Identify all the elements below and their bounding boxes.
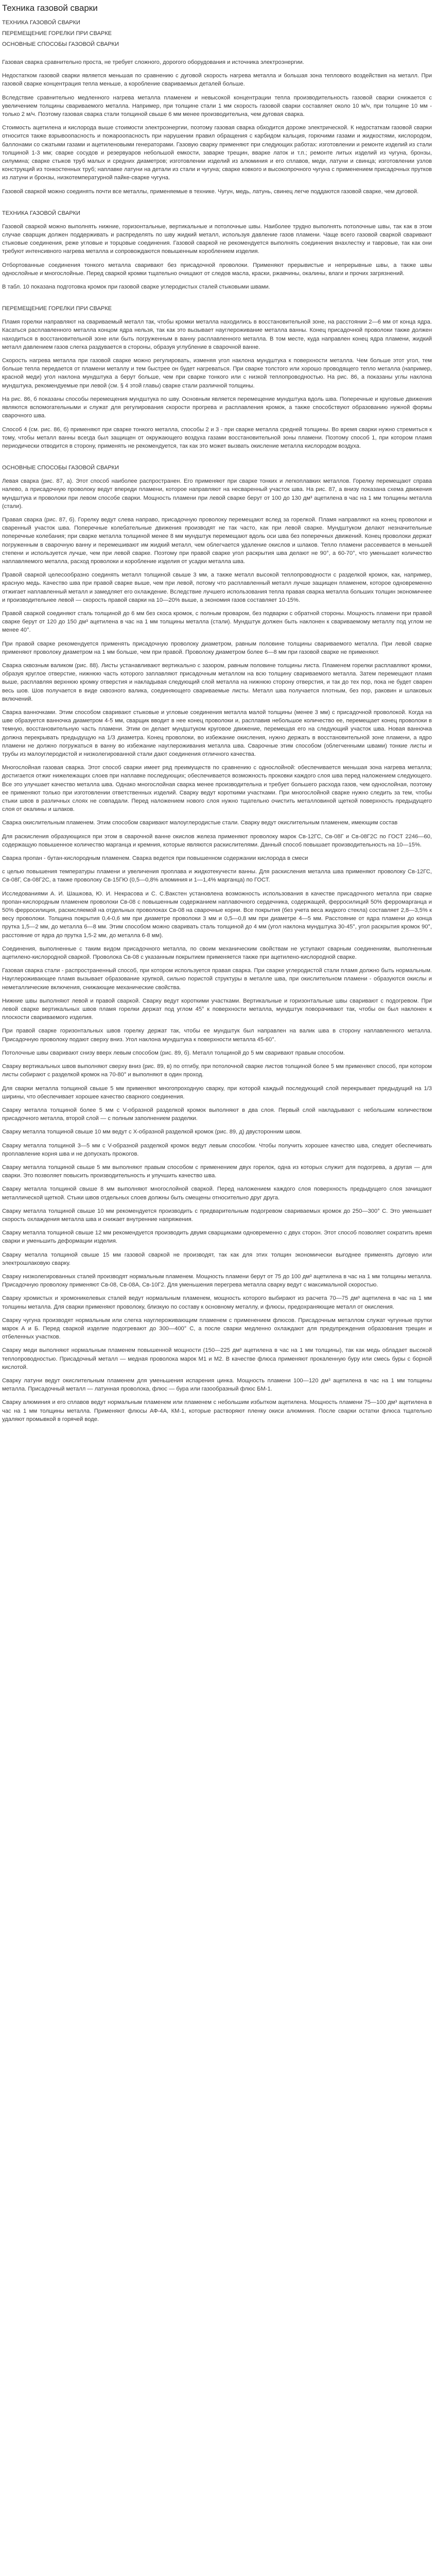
paragraph: Сварку металла толщиной свыше 10 мм ведут с Х-образной разделкой кромок (рис. 89, д) двусторонним швом. <box>2 1129 302 1136</box>
paragraph: Сварку хромистых и хромоникелевых сталей ведут нормальным пламенем, мощность которого выбирают из расчета 70—75 дм³ ацетилена в час на 1 мм толщины металла. Для сварки применяют проволоку, близкую по составу к основному металлу, и флюсы, предохраняющие металл от окисления. <box>2 1295 432 1310</box>
paragraph: Сварку низколегированных сталей производят нормальным пламенем. Мощность пламени берут от 75 до 100 дм³ ацетилена в час на 1 мм толщины металла. Присадочную проволоку применяют Св-08, Св-08А, Св-10Г2. Для уменьшения перегрева металла сварку ведут с максимальной скоростью. <box>2 1273 432 1289</box>
paragraph: Сварку чугуна производят нормальным или слегка науглероживающим пламенем с применением флюсов. Присадочным металлом служат чугунные прутки марок А и Б. Перед сваркой изделие подогревают до 300—400° С, а после сварки медленно охлаждают для предупреждения образования трещин и отбеленных участков. <box>2 1317 432 1341</box>
paragraph: Газовая сварка сравнительно проста, не требует сложного, дорогого оборудования и источника электроэнергии. <box>2 59 304 65</box>
article-section <box>2 58 432 196</box>
paragraph: Сварку меди выполняют нормальным пламенем повышенной мощности (150—225 дм³ ацетилена в час на 1 мм толщины), так как медь обладает высокой теплопроводностью. Присадочный металл — медная проволока марок М1 и М2. В качестве флюса применяют прокаленную буру или смесь буры с борной кислотой. <box>2 1347 432 1370</box>
paragraph: Сварку металла толщиной свыше 10 мм рекомендуется производить с предварительным подогревом свариваемых кромок до 250—300° С. Это уменьшает скорость охлаждения металла шва и снижает внутренние напряжения. <box>2 1208 432 1223</box>
paragraph: При правой сварке рекомендуется применять присадочную проволоку диаметром, равным половине толщины свариваемого металла. При левой сварке применяют проволоку диаметром на 1 мм больше, чем при правой. Проволоку диаметром более 6—8 мм при газовой сварке не применяют. <box>2 640 432 655</box>
toc-item <box>2 18 432 28</box>
paragraph: Стоимость ацетилена и кислорода выше стоимости электроэнергии, поэтому газовая сварка обходится дороже электрической. К недостаткам газовой сварки относится также взрывоопасность и пожароопасность при нарушении правил обращения с карбидом кальция, горючими газами и жидкостями, кислородом, баллонами со сжатыми газами и ацетиленовыми генераторами. Газовую сварку применяют при следующих работах: изготовлении и ремонте изделий из стали толщиной 1-3 мм; сварке сосудов и резервуаров небольшой емкости, заварке трещин, вварке латок и т.п.; ремонте литых изделий из чугуна, бронзы, силумина; сварке стыков труб малых и средних диаметров; изготовлении изделий из алюминия и его сплавов, меди, латуни и свинца; изготовлении узлов конструкций из тонкостенных труб; наплавке латуни на детали из стали и чугуна; сварке ковкого и высокопрочного чугуна с применением присадочных прутков из латуни и бронзы, низкотемпературной пайке-сварке чугуна. <box>2 125 432 181</box>
toc-link[interactable]: ОСНОВНЫЕ СПОСОБЫ ГАЗОВОЙ СВАРКИ <box>2 41 119 47</box>
paragraph: Газовой сваркой можно соединять почти все металлы, применяемые в технике. Чугун, медь, латунь, свинец легче поддаются газовой сварке, чем дуговой. <box>2 188 419 195</box>
article-section <box>2 304 432 450</box>
paragraph: В табл. 10 показана подготовка кромок при газовой сварке углеродистых сталей стыковыми швами. <box>2 284 270 291</box>
paragraph: Газовая сварка стали - распространенный способ, при котором используется правая сварка. При сварке углеродистой стали пламя должно быть нормальным. Науглероживающее пламя вызывает образование хрупкой, сильно пористой структуры в металле шва, при окислительном пламени - образуются окислы и неметаллические включения, снижающие механические свойства. <box>2 968 432 991</box>
paragraph: Вследствие сравнительно медленного нагрева металла пламенем и невысокой концентрации тепла производительность газовой сварки снижается с увеличением толщины свариваемого металла. Например, при толщине стали 1 мм скорость газовой сварки составляет около 10 м/ч, при толщине 10 мм - только 2 м/ч. Поэтому газовая сварка стали толщиной свыше 6 мм менее производительна, чем дуговая сварка. <box>2 94 432 118</box>
paragraph: Способ 4 (см. рис. 86, б) применяют при сварке тонкого металла, способы 2 и 3 - при сварке металла средней толщины. Во время сварки нужно стремиться к тому, чтобы металл ванны всегда был защищен от окружающего воздуха газами восстановительной зоны пламени. Поэтому способ 1, при котором пламя периодически отводится в сторону, применять не рекомендуется, так как это может вызвать окисление металла кислородом воздуха. <box>2 426 432 449</box>
paragraph: Отбортованные соединения тонкого металла сваривают без присадочной проволоки. Применяют прерывистые и непрерывные швы, а также швы однослойные и многослойные. Перед сваркой кромки тщательно очищают от следов масла, краски, ржавчины, окалины, влаги и прочих загрязнений. <box>2 262 432 277</box>
paragraph: Правой сваркой целесообразно соединять металл толщиной свыше 3 мм, а также металл высокой теплопроводности с разделкой кромок, как, например, красную медь. Качество шва при правой сварке выше, чем при левой, потому что расплавленный металл лучше защищен пламенем, которое одновременно отжигает наплавленный металл и замедляет его охлаждение. Вследствие лучшего использования тепла правая сварка металла больших толщин экономичнее и производительнее левой — скорость правой сварки на 10—20% выше, а экономия газов составляет 10-15%. <box>2 572 432 603</box>
paragraph: Нижние швы выполняют левой и правой сваркой. Сварку ведут короткими участками. Вертикальные и горизонтальные швы сваривают с подогревом. При левой сварке вертикальных швов пламя горелки держат под углом 45° к поверхности металла, мундштук поворачивают так, чтобы он был наклонен к плоскости свариваемого изделия. <box>2 997 432 1021</box>
paragraph: Сварка пропан - бутан-кислородным пламенем. Сварка ведется при повышенном содержании кислорода в смеси <box>2 855 308 862</box>
paragraph: При правой сварке горизонтальных швов горелку держат так, чтобы ее мундштук был направлен на валик шва в сторону наплавленного металла. Присадочную проволоку подают сверху вниз. Угол наклона мундштука к поверхности металла 45-60°. <box>2 1028 432 1043</box>
paragraph: Газовой сваркой можно выполнять нижние, горизонтальные, вертикальные и потолочные швы. Наиболее трудно выполнять потолочные швы, так как в этом случае сварщик должен поддерживать и распределять по шву жидкий металл, используя давление газов пламени. Чаще всего газовой сваркой сваривают стыковые соединения, реже угловые и торцовые соединения. Газовой сваркой не рекомендуется выполнять соединения внахлестку и тавровые, так как они требуют интенсивного нагрева металла и сопровождаются повышенным короблением изделия. <box>2 223 432 255</box>
article-section <box>2 209 432 291</box>
paragraph: Сварку вертикальных швов выполняют сверху вниз (рис. 89, в) по отгибу, при потолочной сварке листов толщиной более 5 мм применяют способ, при котором листы собирают с разделкой кромок на 70-80° и выполняют в один проход. <box>2 1063 432 1078</box>
toc-link[interactable]: ПЕРЕМЕЩЕНИЕ ГОРЕЛКИ ПРИ СВАРКЕ <box>2 30 112 37</box>
paragraph: На рис. 86, б показаны способы перемещения мундштука по шву. Основным является перемещение мундштука вдоль шва. Поперечные и круговые движения являются вспомогательными и служат для регулирования скорости прогрева и расплавления кромок, а также способствуют образованию нужной формы сварочного шва. <box>2 396 432 419</box>
article-section <box>2 464 432 1423</box>
paragraph: Сварку металла толщиной 3—5 мм с V-образной разделкой кромок ведут левым способом. Чтобы получить хорошее качество шва, следует обеспечивать проплавление корня шва и не допускать прожогов. <box>2 1142 432 1157</box>
page-title: Техника газовой сварки <box>2 3 98 13</box>
paragraph: Исследованиями А. И. Шашкова, Ю. И. Некрасова и С. С.Вакстен установлена возможность использования в качестве присадочного металла при сварке пропан-кислородным пламенем проволоки Св-08 с повышенным содержанием наплавочного сердечника, содержащей, ферросилиций 50% ферромарганца и 50% ферросилиция, раскисляемой на отдельных проволоках Св-08 на сварочные корни. Все покрытия (без учета веса жидкого стекла) составляет 2,8—3,5% к весу проволоки. Толщина покрытия 0,4-0,6 мм при диаметре проволоки 3 мм и 0,5—0,8 мм при диаметре 4—5 мм. Расстояние от ядра пламени до конца прутка 1,5—2 мм, до металла 6—8 мм. Этим способом можно сваривать сталь толщиной до 4 мм (угол наклона мундштука 30-45°, угол раскрытия кромок 90°, расстояние от ядра до прутка 1,5-2 мм, до металла 6-8 мм). <box>2 890 432 939</box>
toc-item <box>2 39 432 50</box>
paragraph: Сварку металла толщиной более 5 мм с V-образной разделкой кромок выполняют в два слоя. Первый слой накладывают с небольшим количеством присадочного металла, второй слой — с полным заполнением разделки. <box>2 1107 432 1122</box>
paragraph: Сварку алюминия и его сплавов ведут нормальным пламенем или пламенем с небольшим избытком ацетилена. Мощность пламени 75—100 дм³ ацетилена в час на 1 мм толщины металла. Применяют флюсы АФ-4А, КМ-1, которые растворяют пленку окиси алюминия. После сварки остатки флюса тщательно удаляют промывкой в горячей воде. <box>2 1399 432 1422</box>
article <box>2 3 432 1429</box>
paragraph: Сварка ванночками. Этим способом сваривают стыковые и угловые соединения металла малой толщины (менее 3 мм) с присадочной проволокой. Когда на шве образуется ванночка диаметром 4-5 мм, сварщик вводит в нее конец проволоки и, расплавив небольшое количество ее, перемещает конец проволоки в темную, восстановительную часть пламени. Этим он делает мундштуком круговое движение, перемещая его на следующий участок шва. Новая ванночка должна перекрывать предыдущую на 1/3 диаметра. Конец проволоки, во избежание окисления, нужно держать в восстановительной зоне пламени, а ядро пламени не должно погружаться в ванну во избежание науглероживания металла шва. Сварочные этим способом (облегченными швами) тонкие листы и трубы из малоуглеродистой и низколегированной стали дают соединения отличного качества. <box>2 709 432 757</box>
paragraph: Левая сварка (рис. 87, а). Этот способ наиболее распространен. Его применяют при сварке тонких и легкоплавких металлов. Горелку перемещают справа налево, а присадочную проволоку ведут впереди пламени, которое направляют на несваренный участок шва. На рис. 87, а внизу показана схема движения мундштука и проволоки при левом способе сварки. Мощность пламени при левой сварке берут от 100 до 130 дм³ ацетилена в час на 1 мм толщины металла (стали). <box>2 478 432 510</box>
paragraph: Многослойная газовая сварка. Этот способ сварки имеет ряд преимуществ по сравнению с однослойной: обеспечивается меньшая зона нагрева металла; достигается отжиг нижележащих слоев при наплавке последующих; обеспечивается возможность проковки каждого слоя шва перед наложением следующего. Все это улучшает качество металла шва. Однако многослойная сварка менее производительна и требует большего расхода газов, чем однослойная, поэтому ее применяют только при изготовлении ответственных изделий. Сварку ведут короткими участками. При многослойной сварке нужно следить за тем, чтобы стыки швов в различных слоях не совпадали. Перед наложением нового слоя нужно тщательно очистить металловиной щеткой поверхность предыдущего слоя от окалины и шлаков. <box>2 765 432 813</box>
paragraph: Сварку металла толщиной свыше 8 мм выполняют многослойной сваркой. Перед наложением каждого слоя поверхность предыдущего слоя зачищают металлической щеткой. Стыки швов отдельных слоев должны быть смещены относительно друг друга. <box>2 1186 432 1201</box>
paragraph: Сварку латуни ведут окислительным пламенем для уменьшения испарения цинка. Мощность пламени 100—120 дм³ ацетилена в час на 1 мм толщины металла. Присадочный металл — латунная проволока, флюс — бура или газообразный флюс БМ-1. <box>2 1377 432 1393</box>
section-heading: ПЕРЕМЕЩЕНИЕ ГОРЕЛКИ ПРИ СВАРКЕ <box>2 306 112 312</box>
section-heading: ТЕХНИКА ГАЗОВОЙ СВАРКИ <box>2 210 80 216</box>
paragraph: Соединения, выполненные с таким видом присадочного металла, по своим механическим свойствам не уступают сварным соединениям, выполненным ацетилено-кислородной сваркой. Проволока Св-08 с указанным покрытием применяется также при ацетилено-кислородной сварке. <box>2 945 432 961</box>
paragraph: Недостатком газовой сварки является меньшая по сравнению с дуговой скорость нагрева металла и большая зона теплового воздействия на металл. При газовой сварке концентрация тепла меньше, а коробление свариваемых деталей больше. <box>2 73 432 88</box>
paragraph: Сварка сквозным валиком (рис. 88). Листы устанавливают вертикально с зазором, равным половине толщины листа. Пламенем горелки расплавляют кромки, образуя круглое отверстие, нижнюю часть которого заплавляют присадочным металлом на всю толщину свариваемого металла. Затем перемещают пламя выше, расплавляя верхнюю кромку отверстия и накладывая следующий слой металла на нижнюю сторону отверстия, и так до тех пор, пока не будет сварен весь шов. Шов получается в виде сквозного валика, соединяющего свариваемые листы. Металл шва получается плотным, без пор, раковин и шлаковых включений. <box>2 662 432 702</box>
table-of-contents <box>2 18 432 50</box>
paragraph: Правая сварка (рис. 87, б). Горелку ведут слева направо, присадочную проволоку перемещают вслед за горелкой. Пламя направляют на конец проволоки и сваренный участок шва. Поперечные колебательные движения производят не так часто, как при левой сварке. Мундштуком делают незначительные поперечные колебания; при сварке металла толщиной менее 8 мм мундштук перемещают вдоль оси шва без поперечных движений. Конец проволоки держат погруженным в сварочную ванну и перемешивают им жидкий металл, чем облегчается удаление окислов и шлаков. Тепло пламени рассеивается в меньшей степени и используется лучше, чем при левой сварке. Поэтому при правой сварке угол раскрытия шва делают не 90°, а 60-70°, что уменьшает количество наплавляемого металла, расход проволоки и коробление изделия от усадки металла шва. <box>2 516 432 565</box>
paragraph: Потолочные швы сваривают снизу вверх левым способом (рис. 89, б). Металл толщиной до 5 мм сваривают правым способом. <box>2 1049 345 1056</box>
section-heading: ОСНОВНЫЕ СПОСОБЫ ГАЗОВОЙ СВАРКИ <box>2 465 119 471</box>
paragraph: Сварка окислительным пламенем. Этим способом сваривают малоуглеродистые стали. Сварку ведут окислительным пламенем, имеющим состав <box>2 820 398 826</box>
paragraph: Сварку металла толщиной свыше 12 мм рекомендуется производить двумя сварщиками одновременно с двух сторон. Этот способ позволяет сократить время сварки и уменьшить деформации изделия. <box>2 1230 432 1245</box>
paragraph: Для раскисления образующихся при этом в сварочной ванне окислов железа применяют проволоку марок Св-12ГС, Св-08Г и Св-08Г2С по ГОСТ 2246—60, содержащую повышенное количество марганца и кремния, которые являются раскислителями. Данный способ повышает производительность на 10—15%. <box>2 833 432 848</box>
paragraph: Для сварки металла толщиной свыше 5 мм применяют многопроходную сварку, при которой каждый последующий слой перекрывает предыдущий на 1/3 ширины, что обеспечивает хорошее качество сварного соединения. <box>2 1085 432 1100</box>
toc-item <box>2 28 432 39</box>
toc-link[interactable]: ТЕХНИКА ГАЗОВОЙ СВАРКИ <box>2 20 80 26</box>
paragraph: с целью повышения температуры пламени и увеличения проплава и жидкотекучести ванны. Для раскисления металла шва применяют проволоку Св-12ГС, Св-08Г, Св-08Г2С, а также проволоку Св-15ГЮ (0,5—0,8% алюминия и 1—1,4% марганца) по ГОСТ. <box>2 869 432 884</box>
paragraph: Скорость нагрева металла при газовой сварке можно регулировать, изменяя угол наклона мундштука к поверхности металла. Чем больше этот угол, тем больше тепла передается от пламени металлу и тем быстрее он будет нагреваться. При сварке толстого или хорошо проводящего тепло металла (например, красной меди) угол наклона мундштука a берут больше, чем при сварке тонкого или с низкой теплопроводностью. На рис. 86, а показаны углы наклона мундштука, рекомендуемые при левой (см. § 4 этой главы) сварке стали различной толщины. <box>2 358 432 389</box>
article-body <box>2 58 432 1423</box>
paragraph: Правой сваркой соединяют сталь толщиной до 6 мм без скоса кромок, с полным проваром, без подварки с обратной стороны. Мощность пламени при правой сварке берут от 120 до 150 дм³ ацетилена в час на 1 мм толщины металла (стали). Мундштук должен быть наклонен к свариваемому металлу под углом не менее 40°. <box>2 610 432 634</box>
paragraph: Сварку металла толщиной свыше 5 мм выполняют правым способом с применением двух горелок, одна из которых служит для подогрева, а другая — для сварки. Это позволяет повысить производительность и улучшить качество шва. <box>2 1164 432 1179</box>
paragraph: Сварку металла толщиной свыше 15 мм газовой сваркой не производят, так как для этих толщин экономически выгоднее применять дуговую или электрошлаковую сварку. <box>2 1251 432 1266</box>
paragraph: Пламя горелки направляют на свариваемый металл так, чтобы кромки металла находились в восстановительной зоне, на расстоянии 2—6 мм от конца ядра. Касаться расплавленного металла концом ядра нельзя, так как это вызывает науглероживание металла ванны. Конец присадочной проволоки также должен находиться в восстановительной зоне или быть погруженным в ванну расплавленного металла. В том месте, куда направлен конец ядра пламени, жидкий металл давлением газов слегка раздувается в стороны, образуя углубление в сварочной ванне. <box>2 319 432 350</box>
